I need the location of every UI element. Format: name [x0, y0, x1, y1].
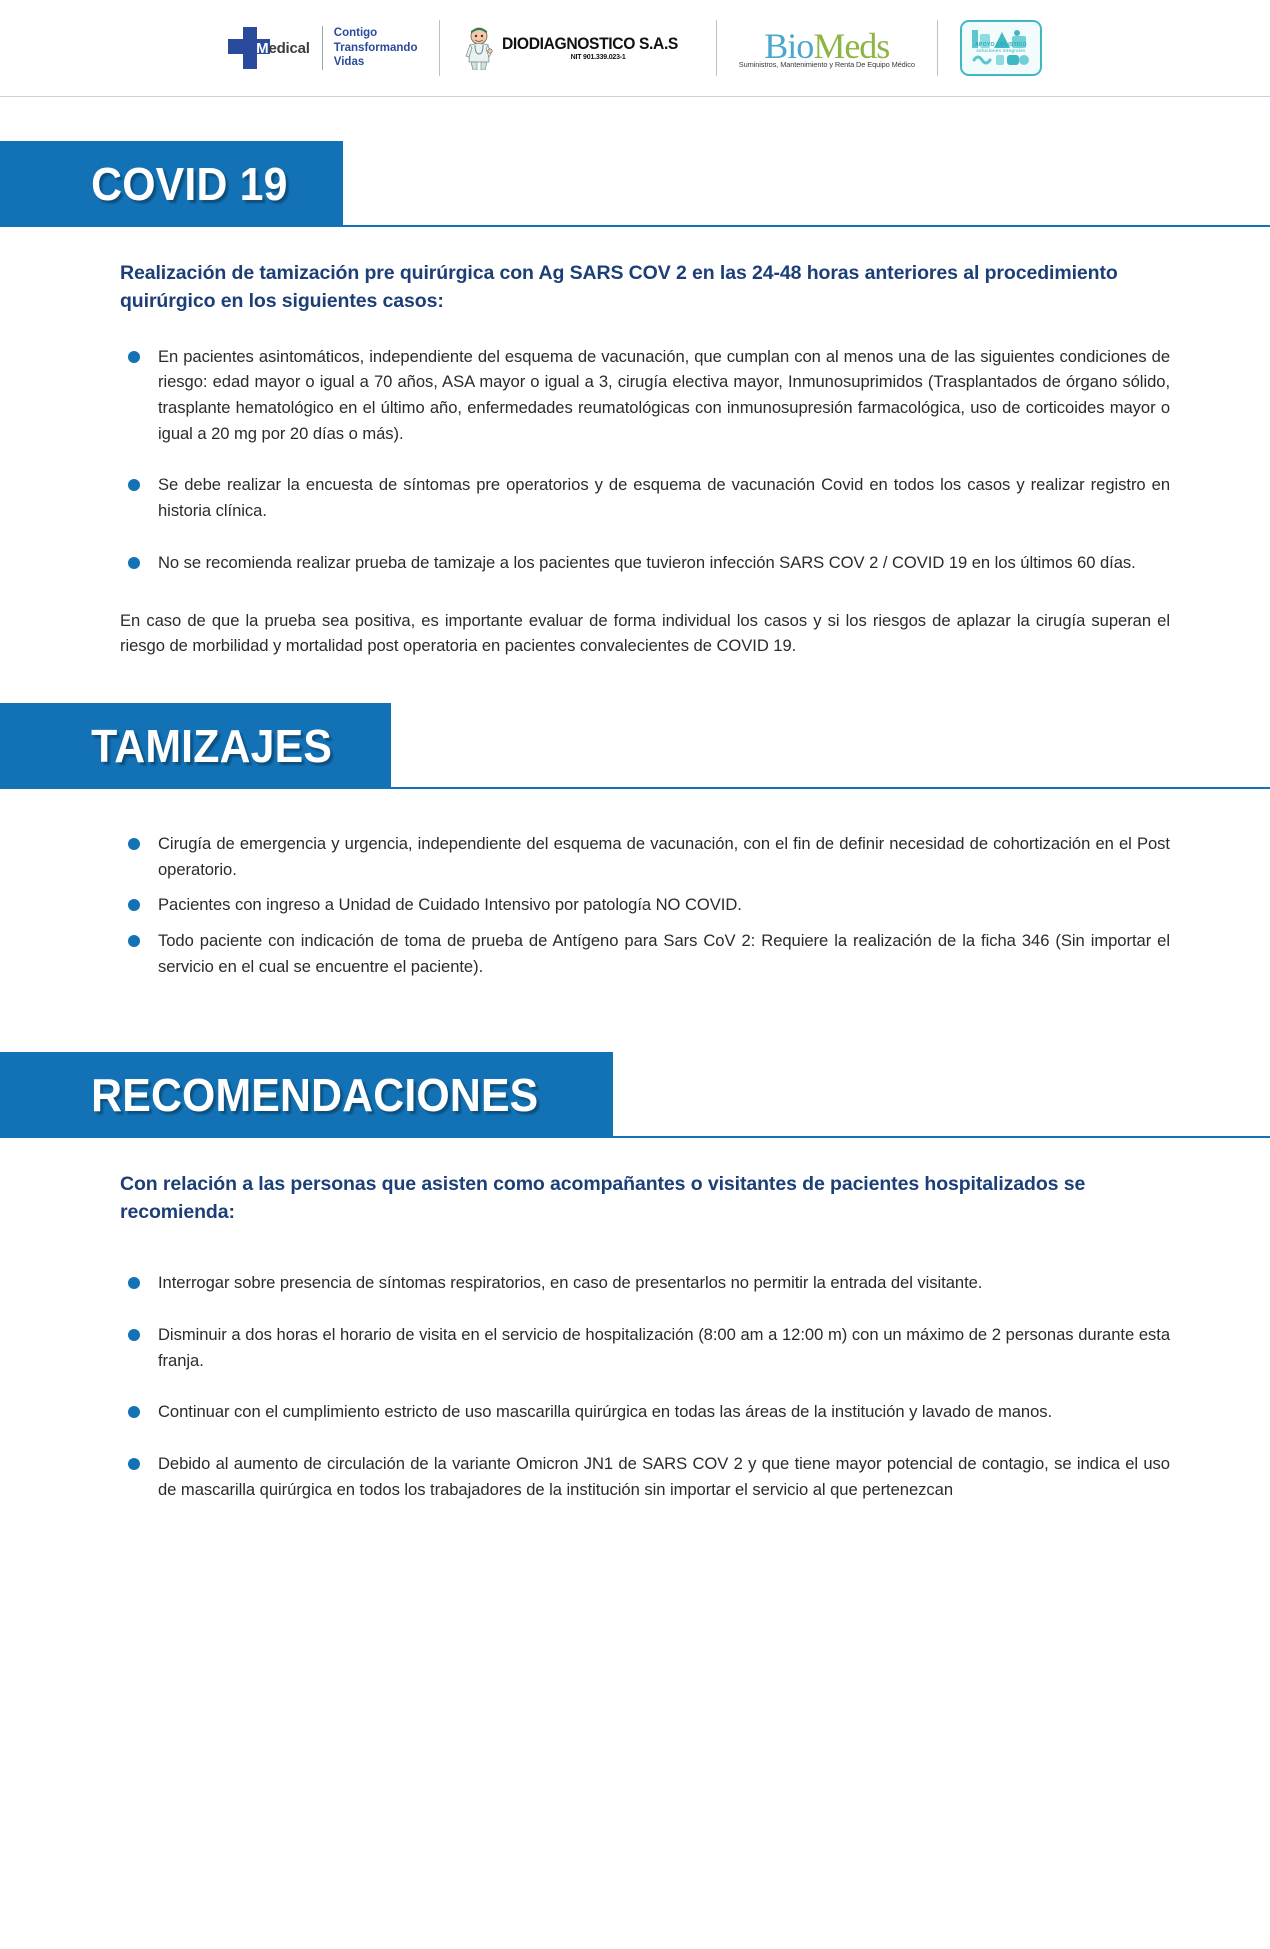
medical-tagline-line-2: Transformando — [333, 41, 418, 54]
apoyo-logistico-line-2: soluciones integrales — [976, 48, 1026, 53]
section-title-covid19: COVID 19 — [91, 158, 288, 210]
section-content-recomendaciones — [0, 1138, 1270, 1503]
section-lead-covid19: Realización de tamización pre quirúrgica con Ag SARS COV 2 en las 24-48 horas anteriores al procedimiento quirúrgico en los siguientes casos: — [120, 262, 1118, 313]
bullet-dot-icon — [128, 351, 140, 363]
medical-tagline-line-1: Contigo — [333, 26, 378, 39]
bullet-dot-icon — [128, 1329, 140, 1341]
list-item — [120, 1399, 1170, 1425]
biomeds-brand-part2: Meds — [813, 25, 890, 66]
section-title-tamizajes: TAMIZAJES — [91, 720, 333, 772]
banner-box-covid19 — [0, 141, 343, 227]
bullet-list-recomendaciones — [120, 1270, 1170, 1502]
apoyo-logistico-text — [962, 42, 1040, 53]
section-content-covid19 — [0, 227, 1270, 659]
medical-tagline — [322, 26, 418, 70]
list-item — [120, 550, 1170, 576]
bullet-text: Continuar con el cumplimiento estricto de uso mascarilla quirúrgica en todas las áreas de la institución y lavado de manos. — [158, 1402, 1053, 1422]
bullet-dot-icon — [128, 1406, 140, 1418]
list-item — [120, 892, 1170, 918]
diodiagnostico-nit: NIT 901.339.023-1 — [570, 54, 626, 61]
bullet-dot-icon — [128, 899, 140, 911]
bullet-text: En pacientes asintomáticos, independiente del esquema de vacunación, que cumplan con al menos una de las siguientes condiciones de riesgo: edad mayor o igual a 70 años, ASA mayor o igual a 3, cirugía electiva mayor, Inmunosuprimidos (Trasplantados de órgano sólido, trasplante hematológico en el último año, enfermedades reumatológicas con inmunosupresión farmacológica, uso de corticoides mayor o igual a 20 mg por 20 días o más). — [158, 346, 1170, 443]
list-item — [120, 344, 1170, 447]
banner-box-recomendaciones — [0, 1052, 613, 1138]
section-lead-recomendaciones: Con relación a las personas que asisten como acompañantes o visitantes de pacientes hospitalizados se recomienda: — [120, 1172, 1086, 1223]
section-banner-recomendaciones — [0, 1052, 1270, 1138]
bullet-text: Debido al aumento de circulación de la variante Omicron JN1 de SARS COV 2 y que tiene mayor potencial de contagio, se indica el uso de mascarilla quirúrgica en todos los trabajadores de la institución sin importar el servicio al que pertenezcan — [158, 1454, 1170, 1499]
diodiagnostico-brand-name: DIODIAGNOSTICO S.A.S — [502, 34, 679, 53]
list-item — [120, 1270, 1170, 1296]
bullet-list-covid19 — [120, 344, 1170, 576]
bullet-text: Pacientes con ingreso a Unidad de Cuidado Intensivo por patología NO COVID. — [158, 895, 742, 915]
diodiagnostico-logo — [440, 13, 715, 83]
list-item — [120, 472, 1170, 523]
medical-tagline-line-3: Vidas — [333, 56, 365, 69]
medical-brand-rest: edical — [268, 39, 310, 57]
bullet-dot-icon — [128, 935, 140, 947]
list-item — [120, 928, 1170, 979]
list-item — [120, 1451, 1170, 1502]
section-banner-covid19 — [0, 141, 1270, 227]
section-banner-tamizajes — [0, 703, 1270, 789]
bullet-dot-icon — [128, 557, 140, 569]
bullet-text: Se debe realizar la encuesta de síntomas pre operatorios y de esquema de vacunación Covid en todos los casos y realizar registro en historia clínica. — [158, 475, 1170, 521]
list-item — [120, 1322, 1170, 1373]
biomeds-tagline: Suministros, Mantenimiento y Renta De Equipo Médico — [738, 59, 915, 69]
bullet-dot-icon — [128, 838, 140, 850]
medical-brand-name — [256, 40, 310, 57]
bullet-text: Interrogar sobre presencia de síntomas respiratorios, en caso de presentarlos no permitir la entrada del visitante. — [158, 1273, 983, 1293]
section-closing-paragraph-covid19: En caso de que la prueba sea positiva, es importante evaluar de forma individual los casos y si los riesgos de aplazar la cirugía superan el riesgo de morbilidad y mortalidad post operatoria en pacientes convalecientes de COVID 19. — [120, 610, 1170, 656]
doctor-figure-icon — [462, 26, 496, 70]
bullet-dot-icon — [128, 479, 140, 491]
bullet-dot-icon — [128, 1458, 140, 1470]
bullet-text: Todo paciente con indicación de toma de prueba de Antígeno para Sars CoV 2: Requiere la realización de la ficha 346 (Sin importar el servicio en el cual se encuentre el paciente). — [158, 931, 1170, 976]
medical-logo — [206, 13, 439, 83]
bullet-text: No se recomienda realizar prueba de tamizaje a los pacientes que tuvieron infección SARS COV 2 / COVID 19 en los últimos 60 días. — [158, 552, 1136, 572]
bullet-dot-icon — [128, 1277, 140, 1289]
biomeds-brand-part1: Bio — [764, 25, 814, 66]
medical-brand-initial: M — [256, 39, 269, 57]
bullet-list-tamizajes — [120, 831, 1170, 980]
bullet-text: Disminuir a dos horas el horario de visita en el servicio de hospitalización (8:00 am a 12:00 m) con un máximo de 2 personas durante esta franja. — [158, 1324, 1170, 1370]
bullet-text: Cirugía de emergencia y urgencia, independiente del esquema de vacunación, con el fin de definir necesidad de cohortización en el Post operatorio. — [158, 834, 1170, 879]
page-header — [0, 0, 1270, 96]
apoyo-logistico-line-1: APOYO LOGISTICO — [974, 42, 1027, 48]
section-title-recomendaciones: RECOMENDACIONES — [91, 1068, 539, 1121]
apoyo-logistico-logo — [938, 13, 1064, 83]
list-item — [120, 831, 1170, 882]
banner-box-tamizajes — [0, 703, 391, 789]
biomeds-logo — [717, 13, 937, 83]
section-content-tamizajes — [0, 789, 1270, 980]
